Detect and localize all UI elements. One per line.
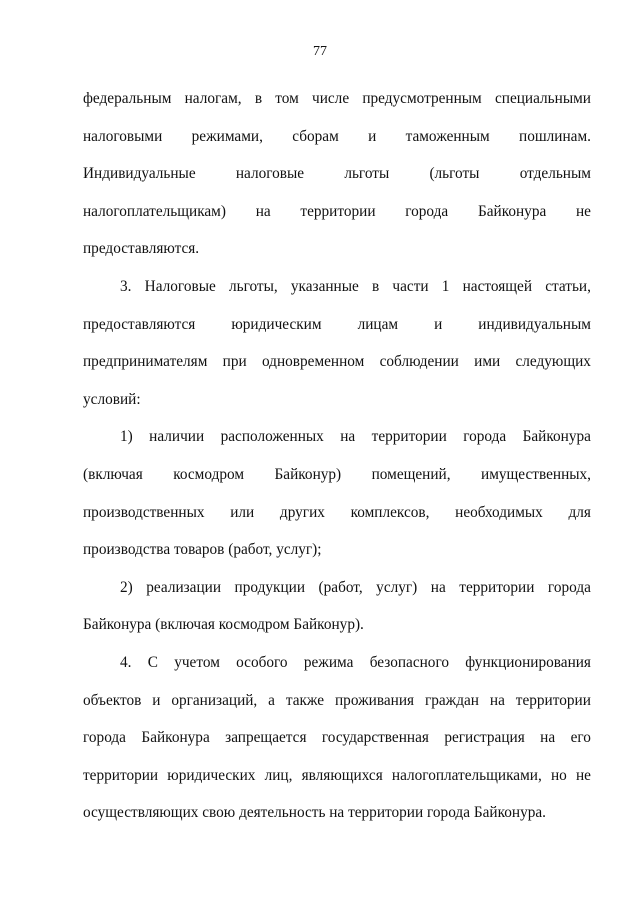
word: но [550, 766, 567, 784]
word: на [255, 202, 271, 220]
word: свою [202, 804, 236, 822]
paragraph [83, 569, 591, 644]
word: 1 [441, 277, 450, 295]
word: Байконур). [293, 616, 364, 634]
text-line [83, 343, 591, 381]
word: территории [515, 691, 591, 709]
word: космодром [173, 465, 245, 483]
word: товаров [173, 541, 225, 559]
word: комплексов, [350, 503, 430, 521]
word: Налоговые [144, 277, 216, 295]
word: наличии [149, 428, 205, 446]
word: льготы, [228, 277, 278, 295]
word: города [83, 729, 126, 747]
text-line [83, 494, 591, 532]
text-line [83, 606, 591, 644]
text-line [83, 306, 591, 344]
word: продукции [234, 578, 306, 596]
word: льготы [344, 165, 390, 183]
text-line [83, 155, 591, 193]
text-line [83, 719, 591, 757]
word: территории [459, 578, 535, 596]
word: Байконур) [274, 465, 342, 483]
word: лиц, [264, 766, 293, 784]
text-line [83, 794, 591, 832]
word: (льготы [429, 165, 480, 183]
word: помещений, [371, 465, 451, 483]
word: индивидуальным [478, 315, 591, 333]
word: города [405, 202, 449, 220]
word: 3. [120, 277, 132, 295]
word: а [268, 691, 275, 709]
paragraph [83, 644, 591, 832]
word: на [340, 428, 356, 446]
text-line [83, 418, 591, 456]
paragraph [83, 80, 591, 268]
word: отдельным [519, 165, 591, 183]
word: или [230, 503, 255, 521]
word: предоставляются. [83, 240, 200, 258]
word: регистрация [444, 729, 525, 747]
word: и [434, 315, 443, 333]
word: статьи, [545, 277, 591, 295]
word: и [368, 127, 377, 145]
word: учетом [174, 653, 220, 671]
word: объектов [83, 691, 142, 709]
word: в [254, 90, 263, 107]
word: налоговыми [83, 127, 163, 145]
word: расположенных [220, 428, 324, 446]
word: города [547, 578, 591, 596]
word: проживания [334, 691, 415, 709]
word: его [570, 729, 591, 747]
word: указанные [290, 277, 359, 295]
word: территории [371, 428, 447, 446]
word: специальными [494, 90, 591, 107]
word: космодром [218, 616, 290, 634]
text-line [83, 644, 591, 682]
word: организаций, [171, 691, 258, 709]
text-line [83, 456, 591, 494]
word: функционирования [465, 653, 591, 671]
text-line [83, 569, 591, 607]
word: необходимых [455, 503, 543, 521]
word: налогоплательщикам) [83, 202, 226, 220]
word: запрещается [225, 729, 307, 747]
word: для [568, 503, 591, 521]
word: при [222, 353, 247, 371]
word: территории [348, 804, 424, 822]
word: юридических [167, 766, 256, 784]
word: Байконура [141, 729, 210, 747]
text-line [83, 757, 591, 795]
word: (работ, [318, 578, 363, 596]
word: ими [474, 353, 501, 371]
word: лицам [357, 315, 399, 333]
word: налоговые [235, 165, 305, 183]
word: услуг) [376, 578, 418, 596]
word: граждан [424, 691, 479, 709]
text-line [83, 118, 591, 156]
word: режима [303, 653, 354, 671]
word: числе [312, 90, 350, 107]
text-line [83, 230, 591, 268]
word: осуществляющих [83, 804, 199, 822]
text-line [83, 193, 591, 231]
word: производства [83, 541, 171, 559]
word: в [372, 277, 380, 295]
word: города [427, 804, 470, 822]
word: услуг); [276, 541, 322, 559]
word: части [392, 277, 429, 295]
word: являющихся [301, 766, 383, 784]
word: на [329, 804, 345, 822]
word: производственных [83, 503, 205, 521]
word: налогоплательщиками, [391, 766, 542, 784]
word: государственная [321, 729, 429, 747]
word: имущественных, [481, 465, 591, 483]
word: 4. [120, 653, 132, 671]
word: и [152, 691, 161, 709]
word: таможенным [405, 127, 490, 145]
word: соблюдении [379, 353, 459, 371]
text-line [83, 381, 591, 419]
word: том [275, 90, 299, 107]
word: деятельность [239, 804, 326, 822]
word: не [575, 766, 591, 784]
word: (работ, [228, 541, 273, 559]
word: юридическим [231, 315, 322, 333]
word: 1) [120, 428, 133, 446]
word: настоящей [462, 277, 533, 295]
text-line [83, 80, 591, 118]
word: налогам, [184, 90, 242, 107]
word: С [147, 653, 158, 671]
text-line [83, 531, 591, 569]
word: сборам [292, 127, 339, 145]
word: города [463, 428, 507, 446]
word: пошлинам. [519, 127, 591, 145]
word: (включая [155, 616, 215, 634]
word: особого [236, 653, 288, 671]
text-line [83, 268, 591, 306]
word: на [540, 729, 556, 747]
word: не [576, 202, 591, 220]
word: на [489, 691, 505, 709]
text-line [83, 682, 591, 720]
word: условий: [83, 390, 141, 408]
word: 2) [120, 578, 133, 596]
page-number: 77 [313, 44, 327, 59]
word: Байконура [83, 616, 152, 634]
word: Байконура. [473, 804, 546, 822]
word: Байконура [477, 202, 547, 220]
word: предоставляются [83, 315, 196, 333]
paragraph [83, 268, 591, 418]
word: одновременном [261, 353, 365, 371]
word: других [279, 503, 325, 521]
word: на [430, 578, 446, 596]
word: также [285, 691, 325, 709]
word: территории [300, 202, 376, 220]
word: предусмотренным [362, 90, 482, 107]
word: предпринимателям [83, 353, 208, 371]
word: территории [83, 766, 159, 784]
word: реализации [146, 578, 222, 596]
word: режимами, [191, 127, 263, 145]
word: следующих [515, 353, 591, 371]
word: федеральным [83, 90, 172, 107]
document-body [83, 80, 591, 832]
word: Байконура [522, 428, 591, 446]
word: безопасного [369, 653, 449, 671]
word: (включая [83, 465, 143, 483]
paragraph [83, 418, 591, 568]
word: Индивидуальные [83, 165, 196, 183]
